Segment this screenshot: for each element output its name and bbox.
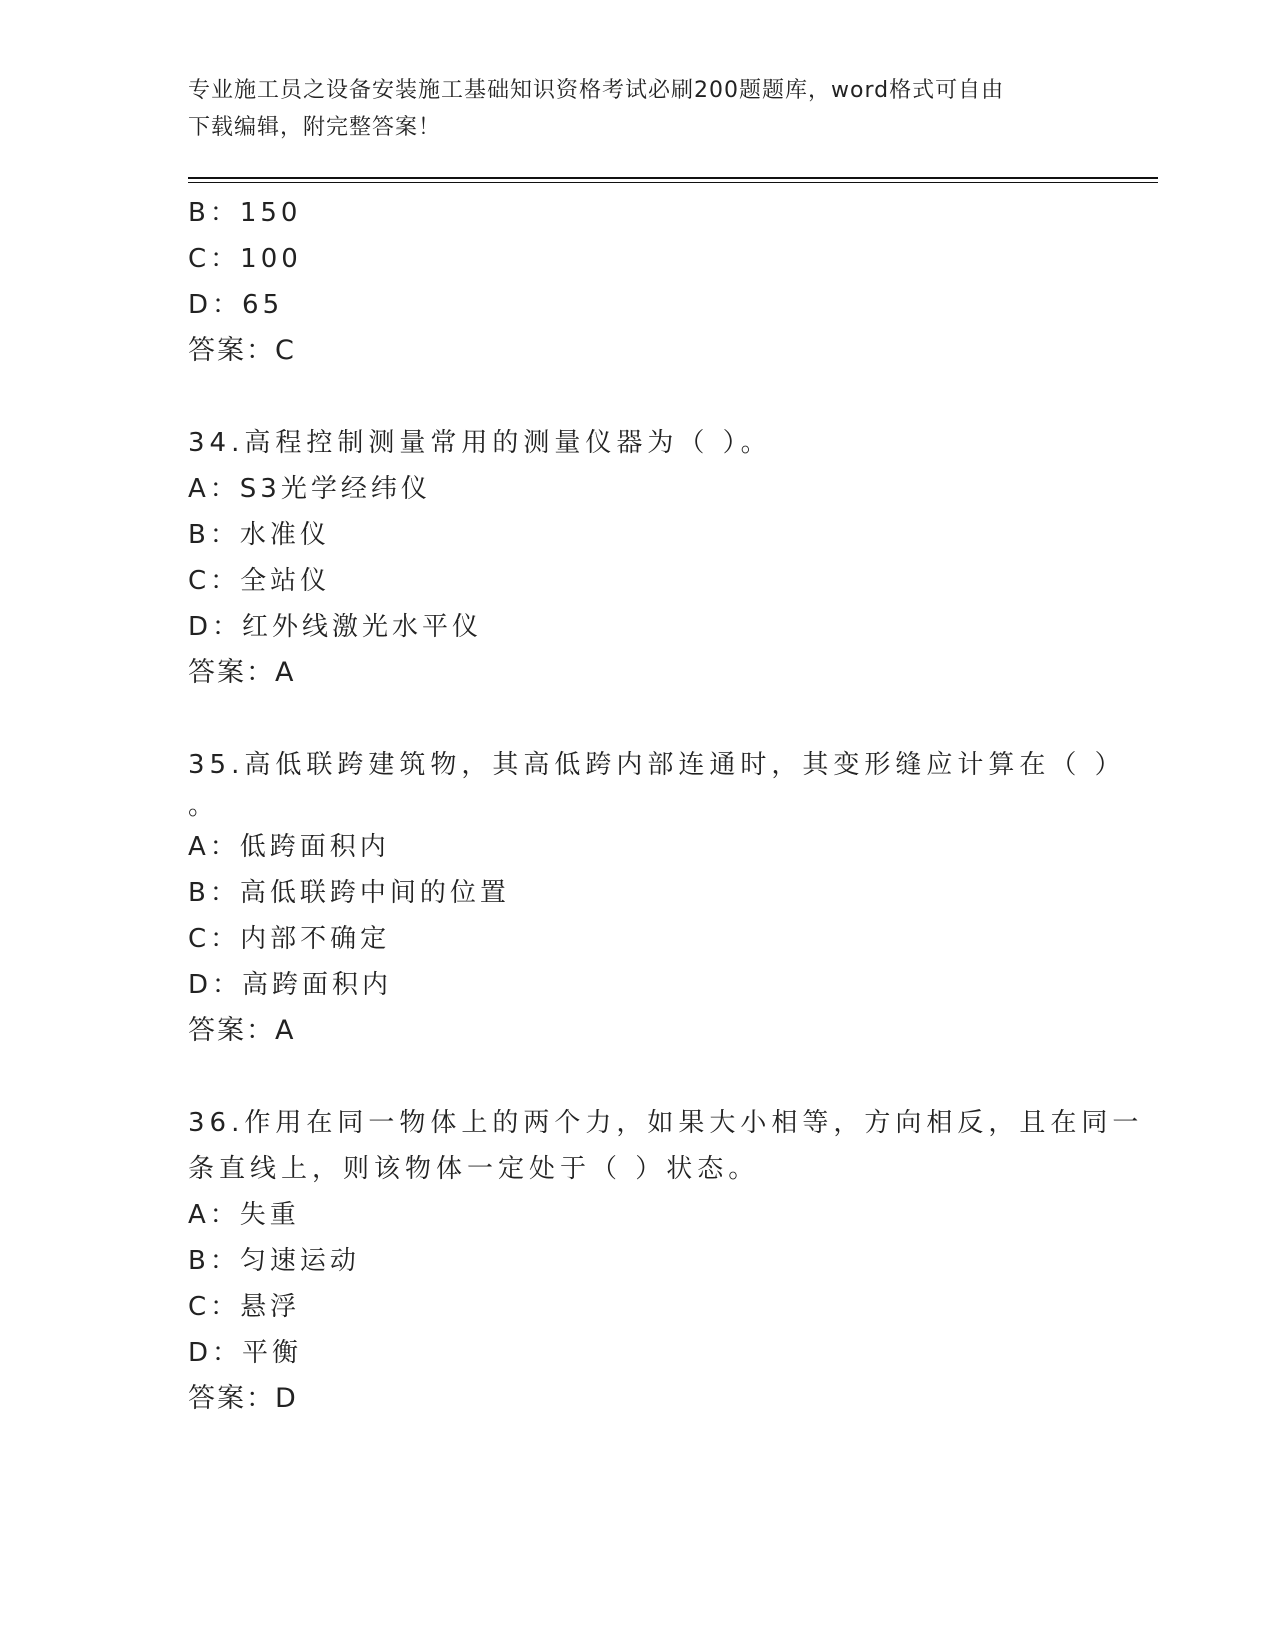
question-36 [188, 1100, 1144, 1422]
document-header [188, 72, 1068, 146]
header-line-2: 下载编辑，附完整答案！ [188, 115, 442, 140]
option-c: C：全站仪 [188, 566, 331, 596]
question-35 [188, 742, 1126, 1054]
answer-line: 答案：C [188, 335, 296, 366]
header-divider-thin [188, 182, 1158, 183]
option-c: C：内部不确定 [188, 924, 391, 954]
option-c: C：悬浮 [188, 1292, 301, 1322]
question-text-continued: 。 [188, 791, 215, 821]
question-text-continued: 条直线上，则该物体一定处于（ ）状态。 [188, 1154, 760, 1184]
option-d: D：高跨面积内 [188, 970, 393, 1000]
spacer [188, 696, 1088, 742]
option-d: D：平衡 [188, 1338, 303, 1368]
answer-line: 答案：D [188, 1383, 298, 1414]
option-d: D：65 [188, 290, 284, 320]
question-text: 34.高程控制测量常用的测量仪器为（ ）。 [188, 428, 772, 458]
option-b: B：高低联跨中间的位置 [188, 878, 510, 908]
spacer [188, 1054, 1088, 1100]
option-a: A：S3光学经纬仪 [188, 474, 431, 504]
question-list [188, 190, 1144, 1422]
option-b: B：150 [188, 198, 302, 228]
answer-line: 答案：A [188, 657, 296, 688]
option-d: D：红外线激光水平仪 [188, 612, 483, 642]
answer-line: 答案：A [188, 1015, 296, 1046]
question-34 [188, 420, 1088, 696]
question-text: 35.高低联跨建筑物，其高低跨内部连通时，其变形缝应计算在（ ） [188, 750, 1126, 780]
header-line-1: 专业施工员之设备安装施工基础知识资格考试必刷200题题库，word格式可自由 [188, 78, 1005, 103]
question-text: 36.作用在同一物体上的两个力，如果大小相等，方向相反，且在同一 [188, 1108, 1144, 1138]
option-a: A：失重 [188, 1200, 300, 1230]
option-b: B：水准仪 [188, 520, 330, 550]
header-divider-thick [188, 177, 1158, 179]
option-a: A：低跨面积内 [188, 832, 390, 862]
option-c: C：100 [188, 244, 302, 274]
spacer [188, 374, 1088, 420]
option-b: B：匀速运动 [188, 1246, 360, 1276]
question-33 [188, 190, 1088, 374]
